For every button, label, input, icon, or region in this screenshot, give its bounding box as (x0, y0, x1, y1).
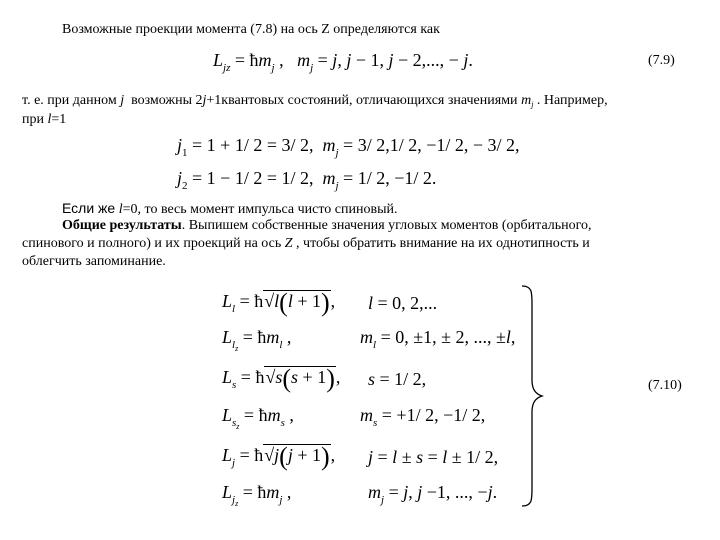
system-row-j-values: j = l ± s = l ± 1/ 2, (368, 447, 499, 467)
system-row-Lj: $L_j$ = ħ√j(j + 1), (222, 442, 336, 471)
results-heading: Общие результаты (62, 218, 182, 233)
paragraph-spin-only: Если же l=0, то весь момент импульса чисто спиновый. (62, 200, 398, 217)
system-row-l-values: l = 0, 2,... (368, 293, 438, 313)
right-brace (518, 284, 548, 510)
system-row-Llz: $L_{l_z}$ = $ħm_l$ , (222, 327, 292, 353)
paragraph-states-line1: т. е. при данном j возможны 2j+1квантовых состояний, отличающихся значениями $m_j$ . Например, (22, 93, 608, 109)
paragraph-results-line2: спинового и полного) и их проекций на ось Z , чтобы обратить внимание на их однотипность и (22, 236, 590, 251)
system-row-s-value: s = 1/ 2, (368, 369, 427, 389)
paragraph-states-line2: при l=1 (22, 112, 67, 127)
system-row-mj-values: $m_j = j$, j −1, ..., −j. (368, 482, 498, 506)
equation-j1: $j_1 = 1 + 1/$ 2 = 3/ 2, $m_j = 3/$ 2,1/ 2, −1/ 2, − 3/ 2, (177, 135, 520, 159)
equation-number-7-10: (7.10) (648, 378, 682, 393)
system-row-Ljz: $L_{j_z}$ = $ħm_j$ , (222, 482, 292, 508)
paragraph-intro: Возможные проекции момента (7.8) на ось Z определяются как (62, 22, 440, 37)
system-row-Ls: $L_s$ = ħ√s(s + 1), (222, 364, 341, 393)
paragraph-results-line3: облегчить запоминание. (22, 254, 166, 269)
equation-j2: $j_2 = 1 - 1/$ 2 = 1/ 2, $m_j = 1/$ 2, −1/ 2. (177, 168, 437, 192)
equation-number-7-9: (7.9) (648, 53, 675, 68)
paragraph-results-line1: Общие результаты. Выпишем собственные значения угловых моментов (орбитального, (62, 218, 592, 233)
system-row-Ll: $L_l$ = ħ√l(l + 1), (222, 288, 336, 317)
system-row-ms-values: $m_s = +1/$ 2, −1/ 2, (360, 405, 486, 429)
system-row-Lsz: $L_{s_z}$ = $ħm_s$ , (222, 405, 294, 431)
equation-7-9: $L_{jz}$ = $ħm_j$ , $m_j = j$, j − 1, j − 2,..., − j. (213, 50, 473, 74)
system-row-ml-values: $m_l = 0$, ±1, ± 2, ..., ±l, (360, 327, 516, 351)
